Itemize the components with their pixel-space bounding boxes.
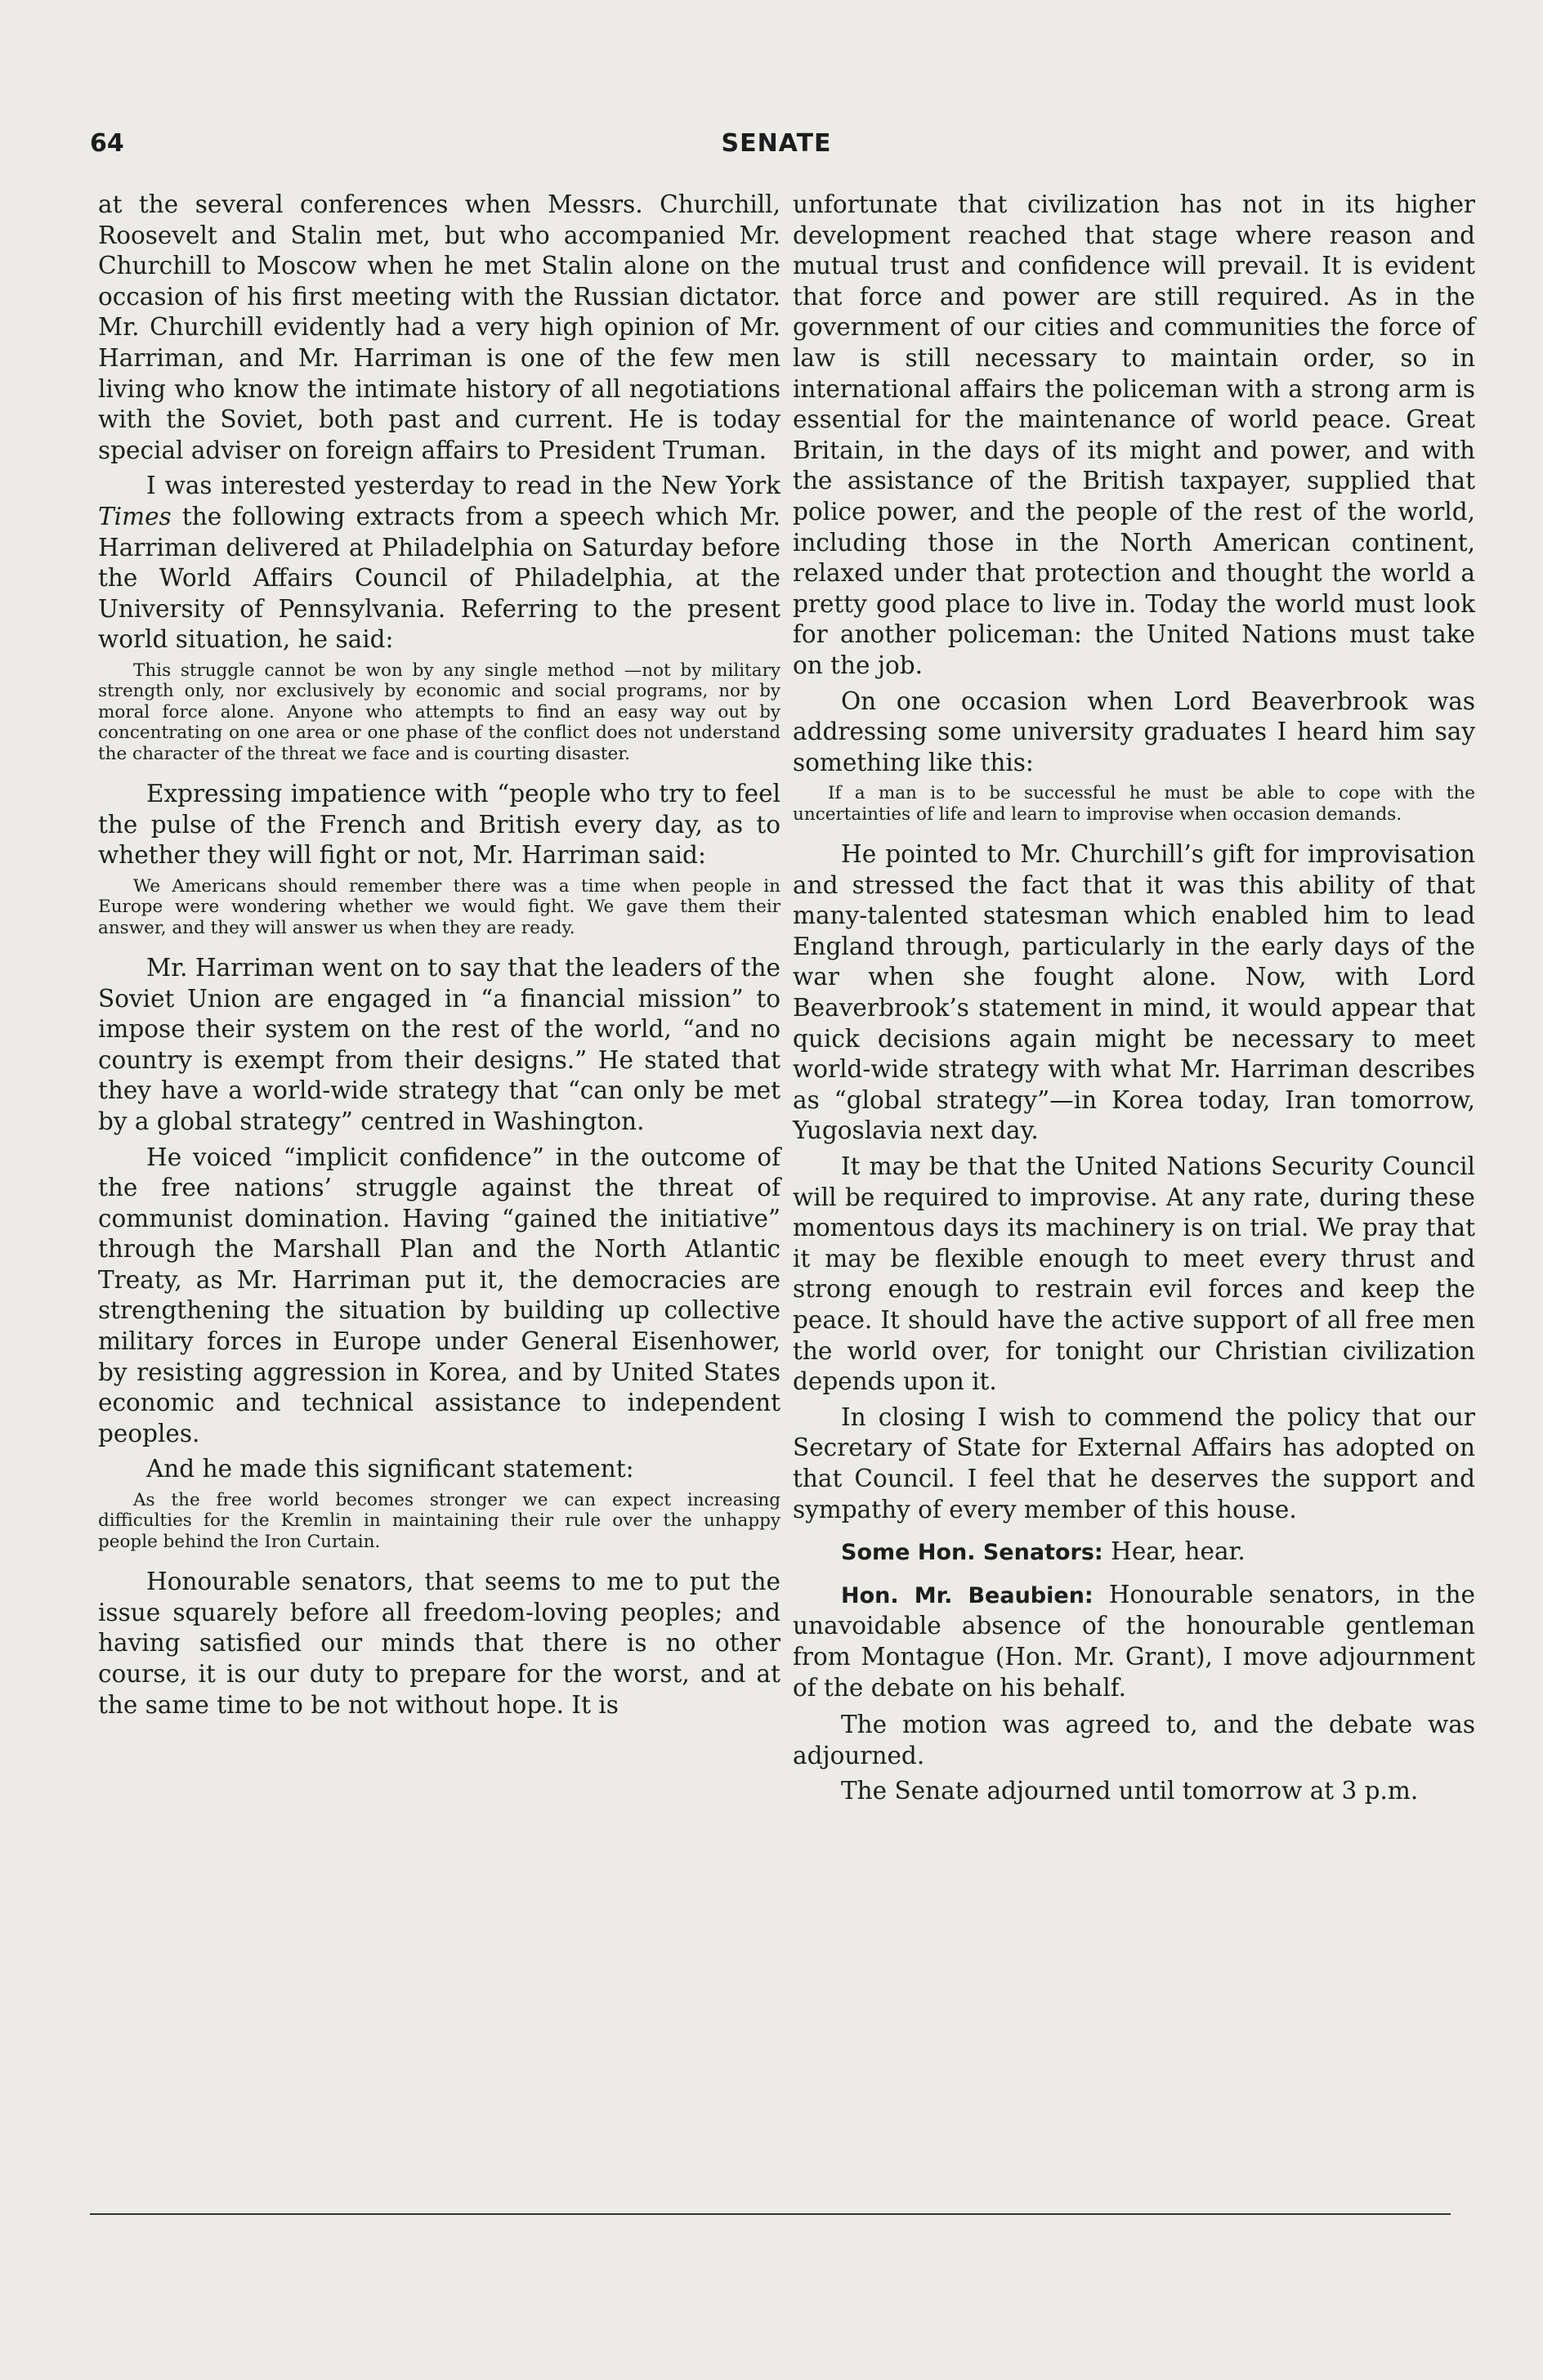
paragraph: It may be that the United Nations Security Council will be required to improvise. At any rate, during these momentous days its machinery is on trial. We pray that it may be flexible enough to meet every thrust and strong enough to restrain evil forces and keep the peace. It should have the active support of all free men the world over, for tonight our Christian civilization depends upon it. (793, 1152, 1475, 1396)
footer-rule (90, 2213, 1451, 2215)
paragraph: Mr. Harriman went on to say that the leaders of the Soviet Union are engaged in “a financial mission” to impose their system on the rest of the world, “and no country is exempt from their designs.” He stated that they have a world-wide strategy that “can only be met by a global strategy” centred in Washington. (98, 953, 780, 1135)
block-quote: As the free world becomes stronger we can expect increasing difficulties for the Kremlin in maintaining their rule over the unhappy people behind the Iron Curtain. (98, 1490, 780, 1552)
left-column (98, 190, 780, 1725)
speaker-name: Some Hon. Senators: (841, 1540, 1103, 1566)
speaker-line (793, 1580, 1475, 1703)
paragraph: On one occasion when Lord Beaverbrook was addressing some university graduates I heard him say something like this: (793, 687, 1475, 776)
speaker-text: Honourable senators, in the unavoidable absence of the honourable gentleman from Montague (Hon. Mr. Grant), I move adjournment of the debate on his behalf. (793, 1580, 1475, 1702)
right-column (793, 190, 1475, 1812)
page-header (90, 129, 1463, 162)
paragraph: Honourable senators, that seems to me to put the issue squarely before all freedom-loving peoples; and having satisfied our minds that there is no other course, it is our duty to prepare for the worst, and at the same time to be not without hope. It is (98, 1568, 780, 1719)
speaker-name: Hon. Mr. Beaubien: (841, 1582, 1094, 1608)
block-quote: This struggle cannot be won by any single method —not by military strength only, nor exclusively by economic and social programs, nor by moral force alone. Anyone who attempts to find an easy way out by concentrating on one area or one phase of the conflict does not understand the character of the threat we face and is courting disaster. (98, 660, 780, 764)
paragraph: He voiced “implicit confidence” in the outcome of the free nations’ struggle against the threat of communist domination. Having “gained the initiative” through the Marshall Plan and the North Atlantic Treaty, as Mr. Harriman put it, the democracies are strengthening the situation by building up collective military forces in Europe under General Eisenhower, by resisting aggression in Korea, and by United States economic and technical assistance to independent peoples. (98, 1143, 780, 1447)
speaker-text: Hear, hear. (1102, 1537, 1246, 1566)
speaker-line (793, 1537, 1475, 1568)
paragraph: He pointed to Mr. Churchill’s gift for improvisation and stressed the fact that it was this ability of that many-talented statesman which enabled him to lead England through, particularly in the early days of the war when she fought alone. Now, with Lord Beaverbrook’s statement in mind, it would appear that quick decisions again might be necessary to meet world-wide strategy with what Mr. Harriman describes as “global strategy”—in Korea today, Iran tomorrow, Yugoslavia next day. (793, 840, 1475, 1145)
text-run: the following extracts from a speech which Mr. Harriman delivered at Philadelphia on Saturday before the World Affairs Council of Philadelphia, at the University of Pennsylvania. Referring to the present world situation, he said: (98, 502, 780, 654)
running-head: SENATE (721, 129, 832, 158)
paragraph: Expressing impatience with “people who try to feel the pulse of the French and British every day, as to whether they will fight or not, Mr. Harriman said: (98, 779, 780, 870)
paragraph: unfortunate that civilization has not in its higher development reached that stage where reason and mutual trust and confidence will prevail. It is evident that force and power are still required. As in the government of our cities and communities the force of law is still necessary to maintain order, so in international affairs the policeman with a strong arm is essential for the maintenance of world peace. Great Britain, in the days of its might and power, and with the assistance of the British taxpayer, supplied that police power, and the people of the rest of the world, including those in the North American continent, relaxed under that protection and thought the world a pretty good place to live in. Today the world must look for another policeman: the United Nations must take on the job. (793, 190, 1475, 679)
paragraph: The motion was agreed to, and the debate was adjourned. (793, 1711, 1475, 1769)
paragraph (98, 471, 780, 655)
paragraph: The Senate adjourned until tomorrow at 3 p.m. (841, 1777, 1419, 1805)
text-run: I was interested yesterday to read in the New York (146, 472, 780, 500)
italic-text: Times (98, 502, 172, 530)
block-quote: We Americans should remember there was a time when people in Europe were wondering whether we would fight. We gave them their answer, and they will answer us when they are ready. (98, 875, 780, 938)
paragraph: And he made this significant statement: (146, 1455, 634, 1483)
page-number: 64 (90, 129, 124, 158)
paragraph: In closing I wish to commend the policy that our Secretary of State for External Affairs has adopted on that Council. I feel that he deserves the support and sympathy of every member of this house. (793, 1402, 1475, 1523)
block-quote: If a man is to be successful he must be able to cope with the uncertainties of life and learn to improvise when occasion demands. (793, 783, 1475, 825)
paragraph: at the several conferences when Messrs. Churchill, Roosevelt and Stalin met, but who accompanied Mr. Churchill to Moscow when he met Stalin alone on the occasion of his first meeting with the Russian dictator. Mr. Churchill evidently had a very high opinion of Mr. Harriman, and Mr. Harriman is one of the few men living who know the intimate history of all negotiations with the Soviet, both past and current. He is today special adviser on foreign affairs to President Truman. (98, 190, 780, 464)
